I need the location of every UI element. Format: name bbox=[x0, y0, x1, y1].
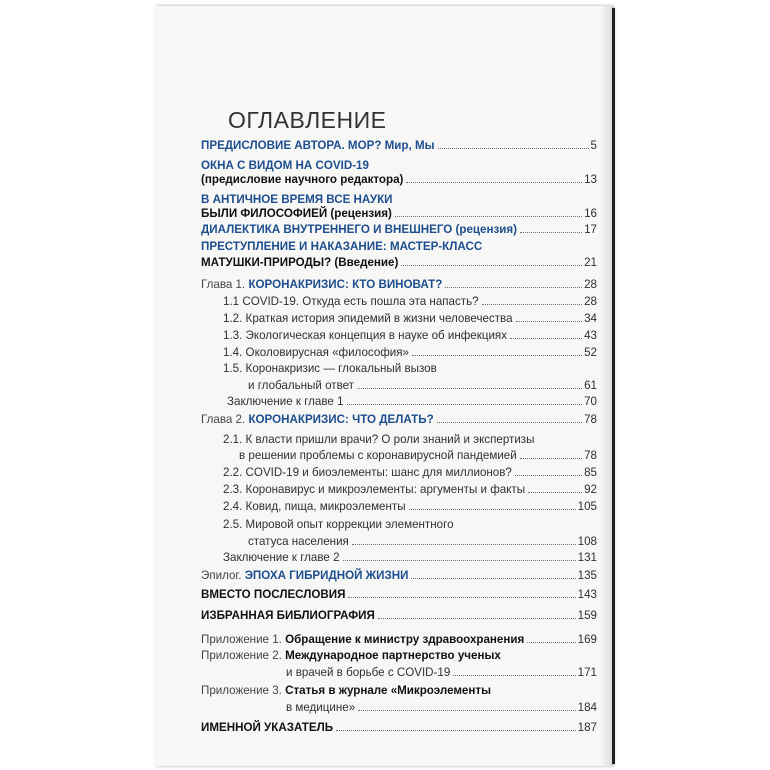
toc-entry-text bbox=[201, 172, 405, 188]
toc-entry-page: 78 bbox=[584, 413, 597, 426]
toc-entry-title: БЫЛИ ФИЛОСОФИЕЙ (рецензия) bbox=[201, 207, 392, 220]
toc-entry-title: ИМЕННОЙ УКАЗАТЕЛЬ bbox=[201, 721, 334, 734]
toc-entry-page: 85 bbox=[584, 466, 597, 479]
toc-entry bbox=[223, 361, 597, 377]
toc-dot-leader bbox=[412, 355, 582, 356]
toc-entry-prefix: Глава 2. bbox=[201, 413, 249, 426]
toc-entry-title: ИЗБРАННАЯ БИБЛИОГРАФИЯ bbox=[201, 609, 375, 622]
toc-entry-page: 70 bbox=[584, 395, 597, 408]
toc-entry bbox=[223, 294, 597, 310]
toc-entry bbox=[223, 550, 597, 566]
toc-entry-text bbox=[286, 665, 452, 681]
toc-dot-leader bbox=[352, 544, 576, 545]
toc-dot-leader bbox=[445, 287, 582, 288]
toc-entry bbox=[239, 448, 597, 464]
page-gutter-shadow bbox=[600, 6, 612, 766]
toc-entry-text bbox=[223, 482, 527, 498]
toc-entry-title: Заключение к главе 1 bbox=[227, 395, 344, 408]
toc-entry-title: и глобальный ответ bbox=[248, 379, 354, 392]
toc-dot-leader bbox=[348, 597, 575, 598]
toc-dot-leader bbox=[358, 710, 575, 711]
toc-entry-title: 1.3. Экологическая концепция в науке об инфекциях bbox=[223, 329, 508, 342]
page-edge bbox=[612, 8, 615, 764]
toc-entry bbox=[201, 608, 597, 624]
toc-entry bbox=[223, 328, 597, 344]
toc-dot-leader bbox=[520, 458, 582, 459]
toc-entry-text bbox=[223, 328, 509, 344]
toc-entry bbox=[286, 665, 597, 681]
toc-entry bbox=[201, 568, 597, 584]
toc-entry-page: 16 bbox=[584, 207, 597, 220]
toc-dot-leader bbox=[438, 148, 589, 149]
toc-entry-text bbox=[201, 239, 484, 255]
toc-dot-leader bbox=[453, 675, 575, 676]
toc-dot-leader bbox=[343, 560, 576, 561]
toc-entry-text bbox=[227, 394, 346, 410]
toc-entry-text bbox=[223, 311, 515, 327]
toc-entry bbox=[248, 534, 597, 550]
toc-dot-leader bbox=[357, 388, 582, 389]
toc-entry bbox=[223, 517, 597, 533]
toc-entry-title: ПРЕСТУПЛЕНИЕ И НАКАЗАНИЕ: МАСТЕР-КЛАСС bbox=[201, 240, 483, 253]
toc-entry-title: в решении проблемы с коронавирусной пандемией bbox=[239, 449, 517, 462]
toc-entry-text bbox=[201, 222, 519, 238]
toc-entry-text bbox=[248, 534, 351, 550]
toc-entry-title: в медицине» bbox=[286, 701, 356, 714]
toc-entry bbox=[201, 138, 597, 154]
toc-entry-text bbox=[239, 448, 519, 464]
toc-entry-prefix: Эпилог. bbox=[201, 569, 245, 582]
toc-entry bbox=[201, 720, 597, 736]
toc-dot-leader bbox=[411, 578, 575, 579]
toc-dot-leader bbox=[347, 404, 583, 405]
toc-dot-leader bbox=[520, 232, 582, 233]
toc-entry-text bbox=[223, 517, 456, 533]
toc-entry-page: 92 bbox=[584, 483, 597, 496]
toc-entry-page: 52 bbox=[584, 346, 597, 359]
toc-entry-prefix: Приложение 1. bbox=[201, 633, 286, 646]
toc-entry-title: ВМЕСТО ПОСЛЕСЛОВИЯ bbox=[201, 588, 346, 601]
toc-entry-title: 2.1. К власти пришли врачи? О роли знаний и экспертизы bbox=[223, 433, 535, 446]
toc-entry bbox=[223, 311, 597, 327]
toc-dot-leader bbox=[510, 338, 582, 339]
toc-entry bbox=[223, 345, 597, 361]
toc-entry-page: 131 bbox=[577, 551, 597, 564]
toc-entry-text bbox=[201, 277, 444, 293]
toc-entry-title: КОРОНАКРИЗИС: ЧТО ДЕЛАТЬ? bbox=[248, 413, 434, 426]
toc-dot-leader bbox=[378, 618, 576, 619]
toc-entry-title: 1.4. Околовирусная «философия» bbox=[223, 346, 410, 359]
toc-entry-title: 1.2. Краткая история эпидемий в жизни человечества bbox=[223, 312, 513, 325]
toc-entry bbox=[286, 700, 597, 716]
toc-entry bbox=[248, 378, 597, 394]
toc-entry-text bbox=[201, 206, 394, 222]
toc-entry-text bbox=[223, 294, 481, 310]
toc-entry-prefix: Приложение 3. bbox=[201, 684, 286, 697]
toc-entry-text bbox=[223, 345, 411, 361]
toc-entry-text bbox=[201, 255, 400, 271]
toc-entry-page: 78 bbox=[584, 449, 597, 462]
toc-entry-text bbox=[201, 632, 526, 648]
toc-entry-prefix: Приложение 2. bbox=[201, 649, 286, 662]
toc-dot-leader bbox=[482, 304, 583, 305]
toc-entry bbox=[201, 412, 597, 428]
toc-entry bbox=[201, 255, 597, 271]
toc-entry-text bbox=[201, 412, 436, 428]
toc-entry bbox=[223, 499, 597, 515]
toc-entry bbox=[201, 632, 597, 648]
toc-dot-leader bbox=[515, 475, 582, 476]
toc-entry-page: 187 bbox=[577, 721, 597, 734]
toc-entry-title: 2.4. Ковид, пища, микроэлементы bbox=[223, 500, 406, 513]
toc-entry-text bbox=[223, 465, 514, 481]
toc-dot-leader bbox=[409, 509, 576, 510]
toc-entry bbox=[227, 394, 597, 410]
toc-dot-leader bbox=[395, 216, 582, 217]
toc-entry-title: МАТУШКИ-ПРИРОДЫ? (Введение) bbox=[201, 256, 399, 269]
toc-entry-title: 2.5. Мировой опыт коррекции элементного bbox=[223, 518, 454, 531]
toc-entry-page: 21 bbox=[584, 256, 597, 269]
toc-dot-leader bbox=[528, 492, 582, 493]
toc-entry-text bbox=[223, 432, 536, 448]
toc-dot-leader bbox=[406, 182, 582, 183]
toc-entry-text bbox=[201, 138, 437, 154]
toc-entry bbox=[201, 683, 597, 699]
toc-entry-page: 5 bbox=[590, 139, 597, 152]
toc-entry-page: 17 bbox=[584, 223, 597, 236]
toc-entry-title: КОРОНАКРИЗИС: КТО ВИНОВАТ? bbox=[248, 278, 443, 291]
toc-entry-title: 2.3. Коронавирус и микроэлементы: аргументы и факты bbox=[223, 483, 526, 496]
toc-entry bbox=[201, 222, 597, 238]
toc-entry-text bbox=[223, 361, 439, 377]
toc-entry-title: и врачей в борьбе с COVID-19 bbox=[286, 666, 451, 679]
toc-entry-text bbox=[201, 587, 347, 603]
toc-entry-title: В АНТИЧНОЕ ВРЕМЯ ВСЕ НАУКИ bbox=[201, 193, 393, 206]
toc-entry-title: (предисловие научного редактора) bbox=[201, 173, 404, 186]
toc-entry-title: Заключение к главе 2 bbox=[223, 551, 340, 564]
toc-entry-title: Статья в журнале «Микроэлементы bbox=[285, 684, 491, 697]
toc-entry-title: ДИАЛЕКТИКА ВНУТРЕННЕГО И ВНЕШНЕГО (рецензия) bbox=[201, 223, 517, 236]
toc-entry-title: 1.5. Коронакризис — глокальный вызов bbox=[223, 362, 437, 375]
toc-entry bbox=[201, 172, 597, 188]
toc-dot-leader bbox=[401, 265, 582, 266]
toc-entry-page: 159 bbox=[577, 609, 597, 622]
toc-entry-page: 108 bbox=[577, 535, 597, 548]
toc-entry-text bbox=[201, 683, 493, 699]
toc-entry-title: Обращение к министру здравоохранения bbox=[285, 633, 525, 646]
toc-entry-text bbox=[223, 550, 342, 566]
toc-entry-page: 13 bbox=[584, 173, 597, 186]
toc-entry-page: 28 bbox=[584, 278, 597, 291]
toc-entry-page: 171 bbox=[577, 666, 597, 679]
toc-entry bbox=[201, 206, 597, 222]
toc-entry-title: 2.2. COVID-19 и биоэлементы: шанс для миллионов? bbox=[223, 466, 512, 479]
toc-entry-text bbox=[201, 648, 503, 664]
toc-entry-title: Международное партнерство ученых bbox=[285, 649, 501, 662]
toc-entry-page: 143 bbox=[577, 588, 597, 601]
toc-entry-text bbox=[286, 700, 357, 716]
toc-entry bbox=[201, 239, 597, 255]
toc-dot-leader bbox=[336, 730, 576, 731]
toc-dot-leader bbox=[527, 642, 575, 643]
toc-entry-page: 184 bbox=[577, 701, 597, 714]
toc-entry bbox=[201, 648, 597, 664]
toc-entry-prefix: Глава 1. bbox=[201, 278, 249, 291]
toc-entry-text bbox=[223, 499, 408, 515]
toc-entry bbox=[223, 465, 597, 481]
toc-entry-page: 169 bbox=[577, 633, 597, 646]
toc-entry bbox=[223, 482, 597, 498]
toc-entry-page: 135 bbox=[577, 569, 597, 582]
toc-entry-page: 105 bbox=[577, 500, 597, 513]
toc-entry bbox=[201, 587, 597, 603]
toc-entry-title: статуса населения bbox=[248, 535, 349, 548]
toc-title: ОГЛАВЛЕНИЕ bbox=[228, 107, 387, 134]
toc-entry-page: 61 bbox=[584, 379, 597, 392]
toc-entry-text bbox=[201, 568, 410, 584]
toc-dot-leader bbox=[437, 422, 582, 423]
toc-entry bbox=[223, 432, 597, 448]
toc-entry-page: 28 bbox=[584, 295, 597, 308]
toc-entry-page: 34 bbox=[584, 312, 597, 325]
toc-entry-title: ЭПОХА ГИБРИДНОЙ ЖИЗНИ bbox=[244, 569, 409, 582]
toc-dot-leader bbox=[516, 321, 583, 322]
toc-entry-text bbox=[248, 378, 356, 394]
toc-entry bbox=[201, 277, 597, 293]
toc-entry-page: 43 bbox=[584, 329, 597, 342]
toc-entry-text bbox=[201, 608, 377, 624]
toc-entry-title: 1.1 COVID-19. Откуда есть пошла эта напасть? bbox=[223, 295, 479, 308]
toc-entry-text bbox=[201, 720, 335, 736]
toc-entry-title: ОКНА С ВИДОМ НА COVID-19 bbox=[201, 159, 369, 172]
toc-entry-title: ПРЕДИСЛОВИЕ АВТОРА. МОР? Мир, Мы bbox=[201, 139, 435, 152]
